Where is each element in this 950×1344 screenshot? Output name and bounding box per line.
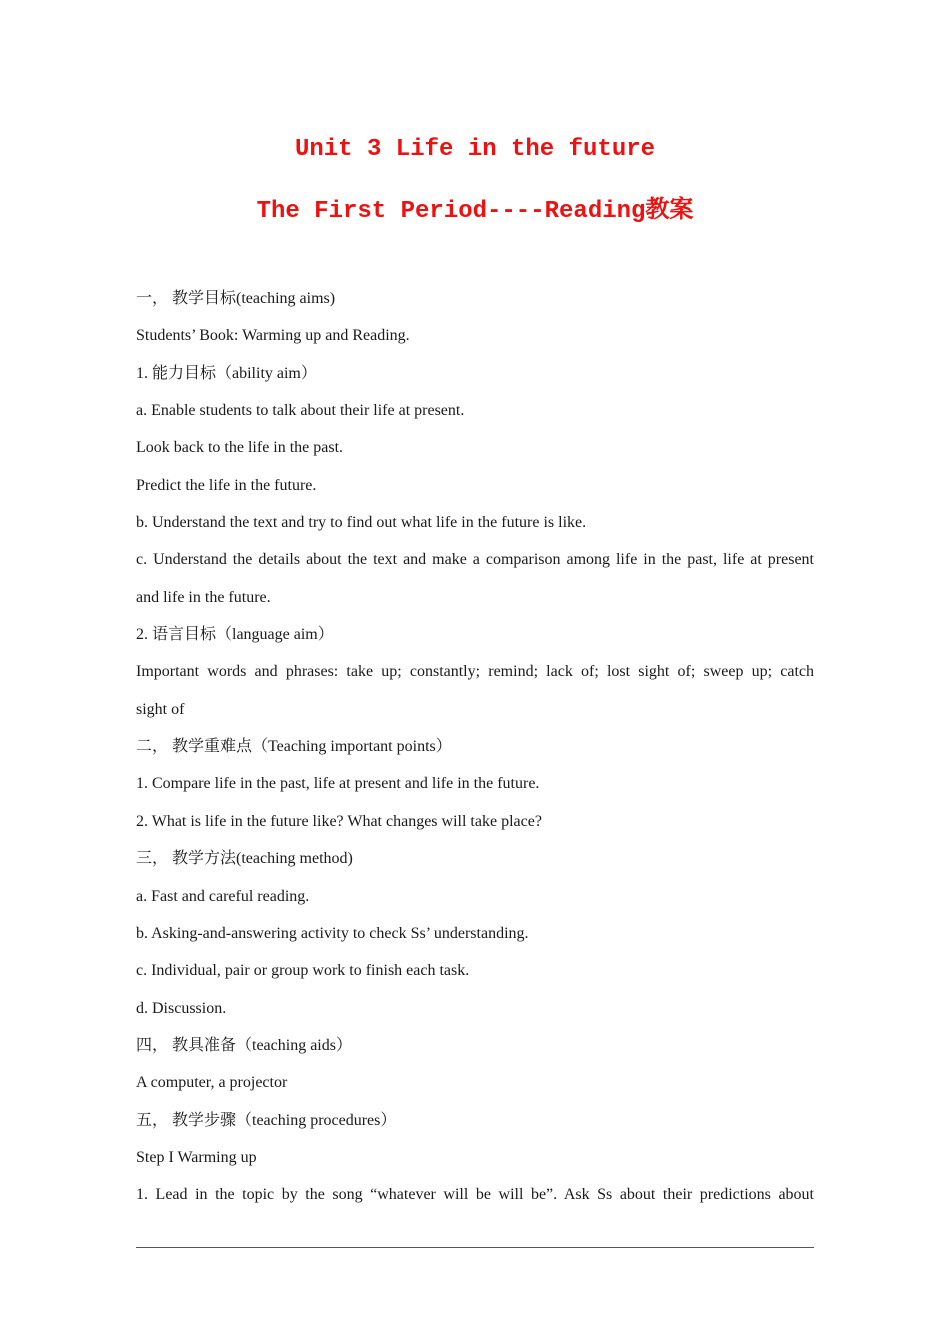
document-subtitle: The First Period----Reading教案 [256, 198, 694, 225]
step-heading: Step I Warming up [136, 1148, 257, 1166]
paragraph-line: Important words and phrases: take up; constantly; remind; lack of; lost sight of; sweep up; catch [136, 663, 814, 681]
section-heading-important-points: 二， 教学重难点（Teaching important points） [136, 738, 452, 756]
subheading-ability-aim: 1. 能力目标（ability aim） [136, 364, 317, 382]
document-title: Unit 3 Life in the future [294, 136, 656, 163]
section-heading-teaching-aids: 四， 教具准备（teaching aids） [136, 1036, 352, 1054]
section-heading-teaching-procedures: 五， 教学步骤（teaching procedures） [136, 1111, 397, 1129]
paragraph-line: d. Discussion. [136, 999, 227, 1017]
paragraph-line: 1. Lead in the topic by the song “whatever will be will be”. Ask Ss about their predictions about [136, 1186, 814, 1204]
paragraph-line: 2. What is life in the future like? What changes will take place? [136, 812, 542, 830]
paragraph-line: b. Asking-and-answering activity to check Ss’ understanding. [136, 924, 529, 942]
paragraph-line: and life in the future. [136, 588, 271, 606]
section-heading-teaching-method: 三， 教学方法(teaching method) [136, 850, 353, 868]
paragraph-line: Predict the life in the future. [136, 476, 317, 494]
section-heading-teaching-aims: 一， 教学目标(teaching aims) [136, 290, 336, 307]
paragraph-line: Look back to the life in the past. [136, 439, 344, 457]
paragraph-line: sight of [136, 700, 185, 718]
paragraph-line: A computer, a projector [136, 1074, 288, 1092]
paragraph-line: Students’ Book: Warming up and Reading. [136, 327, 410, 345]
subheading-language-aim: 2. 语言目标（language aim） [136, 626, 334, 644]
paragraph-line: c. Understand the details about the text and make a comparison among life in the past, life at present [136, 551, 814, 569]
paragraph-line: c. Individual, pair or group work to finish each task. [136, 962, 470, 980]
paragraph-line: 1. Compare life in the past, life at present and life in the future. [136, 775, 540, 793]
footer-divider [136, 1247, 814, 1248]
paragraph-line: a. Fast and careful reading. [136, 887, 310, 905]
document-body [136, 280, 814, 1214]
paragraph-line: b. Understand the text and try to find out what life in the future is like. [136, 514, 587, 532]
paragraph-line: a. Enable students to talk about their life at present. [136, 402, 465, 420]
